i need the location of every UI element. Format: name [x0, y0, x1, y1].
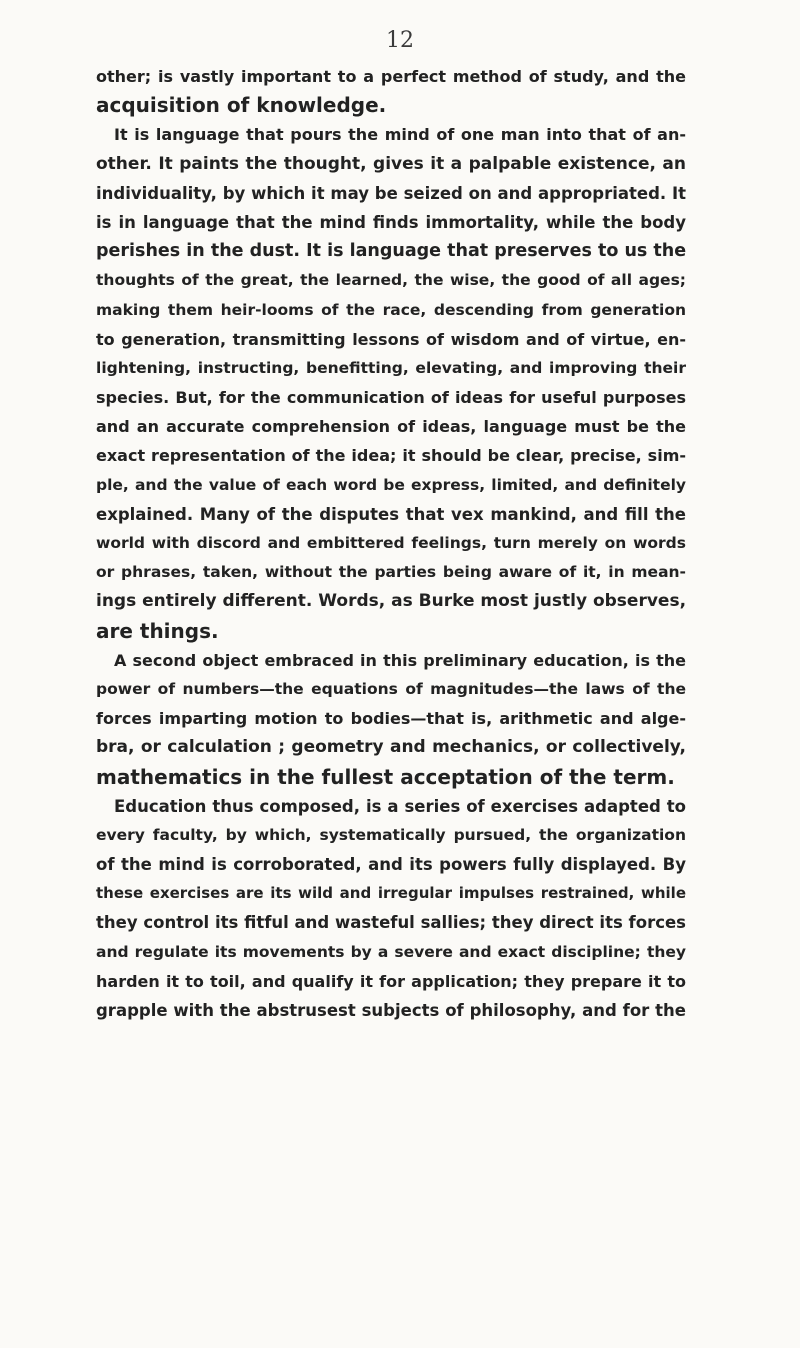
text-line: or phrases, taken, without the parties being aware of it, in mean-: [96, 563, 686, 582]
text-line: ple, and the value of each word be express, limited, and definitely: [96, 475, 686, 494]
text-line: individuality, by which it may be seized on and appropriated. It: [96, 183, 686, 203]
text-line: exact representation of the idea; it should be clear, precise, sim-: [96, 446, 686, 466]
text-line: mathematics in the fullest acceptation of the term.: [96, 764, 675, 789]
text-line: ings entirely different. Words, as Burke most justly observes,: [96, 591, 686, 612]
text-line: making them heir-looms of the race, descending from generation: [96, 300, 686, 319]
text-line: Education thus composed, is a series of exercises adapted to: [114, 796, 686, 816]
text-line: acquisition of knowledge.: [96, 93, 387, 118]
text-line: forces imparting motion to bodies—that is, arithmetic and alge-: [96, 709, 686, 729]
text-line: and an accurate comprehension of ideas, language must be the: [96, 417, 686, 437]
text-line: power of numbers—the equations of magnitudes—the laws of the: [96, 679, 686, 698]
body-text: [96, 62, 686, 1025]
text-line: lightening, instructing, benefitting, elevating, and improving their: [96, 358, 686, 377]
text-line: of the mind is corroborated, and its powers fully displayed. By: [96, 855, 686, 875]
text-line: is in language that the mind finds immortality, while the body: [96, 212, 686, 232]
text-line: grapple with the abstrusest subjects of philosophy, and for the: [96, 1001, 686, 1020]
text-line: other. It paints the thought, gives it a palpable existence, an: [96, 153, 686, 174]
text-line: A second object embraced in this preliminary education, is the: [114, 650, 686, 670]
text-line: bra, or calculation ; geometry and mechanics, or collectively,: [96, 737, 686, 758]
text-line: every faculty, by which, systematically pursued, the organization: [96, 825, 686, 844]
text-line: they control its fitful and wasteful sallies; they direct its forces: [96, 913, 686, 933]
text-line: It is language that pours the mind of one man into that of an-: [114, 125, 686, 145]
text-line: are things.: [96, 618, 219, 643]
text-line: and regulate its movements by a severe and exact discipline; they: [96, 942, 686, 961]
text-line: these exercises are its wild and irregular impulses restrained, while: [96, 884, 686, 903]
page-number: 12: [386, 28, 414, 53]
text-line: species. But, for the communication of ideas for useful purposes: [96, 388, 686, 408]
text-line: world with discord and embittered feelings, turn merely on words: [96, 534, 686, 552]
text-line: other; is vastly important to a perfect method of study, and the: [96, 67, 686, 86]
text-line: harden it to toil, and qualify it for application; they prepare it to: [96, 971, 686, 991]
text-line: explained. Many of the disputes that vex mankind, and fill the: [96, 504, 686, 524]
text-line: to generation, transmitting lessons of wisdom and of virtue, en-: [96, 329, 686, 349]
text-line: thoughts of the great, the learned, the wise, the good of all ages;: [96, 271, 686, 290]
text-line: perishes in the dust. It is language that preserves to us the: [96, 241, 686, 262]
